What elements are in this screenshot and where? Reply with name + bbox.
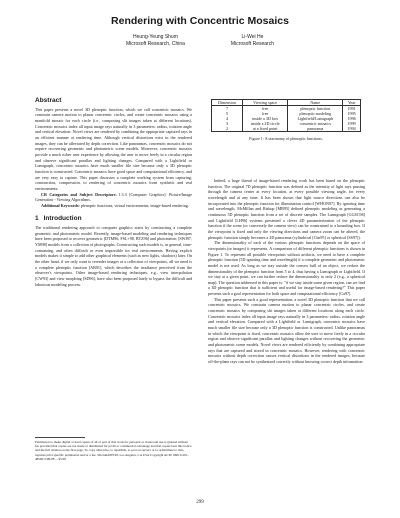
author-2 xyxy=(231,34,274,48)
figure-caption: Figure 1: A taxonomy of plenoptic functions. xyxy=(249,136,323,141)
kw-label: Additional Keywords: xyxy=(41,202,80,208)
author-block xyxy=(0,34,400,48)
footnote-divider xyxy=(35,437,85,438)
table-cell: free xyxy=(242,111,287,116)
table-cell: concentric mosaics xyxy=(288,121,343,126)
copyright-footnote: Permission to make digital or hard copies of all or part of this work for personal or classroom use is granted without fee provided that copies are not made or distributed for profit or commercial advantage and that copies bear this notice and the full citation on the first page. To copy otherwise, to republish, to post on servers or to redistribute to lists, requires prior specific permission and/or a fee. SIGGRAPH 99, Los Angeles, CA USA Copyright ACM 1999 0-201-48560-5/99/08 ... $5.00 xyxy=(35,440,192,461)
table-cell: panorama xyxy=(288,126,343,132)
keywords xyxy=(35,203,192,209)
table-cell: inside a 2D circle xyxy=(242,121,287,126)
header-viewing-space: Viewing space xyxy=(242,100,287,106)
abstract-text: This paper presents a novel 3D plenoptic function, which we call concentric mosaics. We constrain camera motion to planar concentric circles, and create concentric mosaics using a manifold mosaic for each circle (i.e., composing slit images taken at different locations). Concentric mosaics index all input image rays naturally in 3 parameters: radius, rotation angle and vertical elevation. Novel views are rendered by combining the appropriate captured rays in an efficient manner at rendering time. Although vertical distortions exist in the rendered images, they can be alleviated by depth correction. Like panoramas, concentric mosaics do not require recovering geometric and photometric scene models. Moreover, concentric mosaics provide a much richer user experience by allowing the user to move freely in a circular region and observe significant parallax and lighting changes. Compared with a Lightfield or Lumigraph, concentric mosaics have much smaller file size because only a 3D plenoptic function is constructed. Concentric mosaics have good space and computational efficiency, and are very easy to capture. This paper discusses a complete working system from capturing, construction, compression, to rendering of concentric mosaics from synthetic and real environments. xyxy=(35,106,192,191)
page-number: 299 xyxy=(196,500,204,505)
table-cell: 4 xyxy=(212,116,243,121)
paper-title: Rendering with Concentric Mosaics xyxy=(111,15,289,27)
table-cell: plenoptic function xyxy=(288,106,343,112)
table-cell: 7 xyxy=(212,106,243,112)
table-cell: 1996 xyxy=(343,116,361,121)
table-cell: free xyxy=(242,106,287,112)
right-column xyxy=(208,178,365,365)
author-name: Li-Wei He xyxy=(241,34,264,40)
header-dimension: Dimension xyxy=(212,100,243,106)
table-cell: 1999 xyxy=(343,121,361,126)
author-1 xyxy=(126,34,185,48)
body-paragraph: Indeed, a large thread of image-based rendering work has been based on the plenoptic function. The original 7D plenoptic function was defined as the intensity of light rays passing through the camera center at every location, at every possible viewing angle, for every wavelength and at any time. It has been shown that light source directions can also be incorporated into the plenoptic function for illumination control [WHON97]. By ignoring time and wavelength, McMillan and Bishop [MB95] defined plenoptic modeling as generating a continuous 5D plenoptic function from a set of discrete samples. The Lumigraph [GGSC96] and Lightfield [LH96] systems presented a clever 4D parameterization of the plenoptic function if the scene (or conversely the camera view) can be constrained to a bounding box. If the viewpoint is fixed and only the viewing directions and camera zoom can be altered, the plenoptic function simply becomes a 2D panorama (cylindrical [Che95] or spherical [SS97]). xyxy=(208,178,365,240)
table-cell: 5 xyxy=(212,111,243,116)
intro-text: The traditional rendering approach to computer graphics starts by constructing a complete geometric and photometric model. Recently, image-based modeling and rendering techniques have been proposed to recover geometric [DTM96, FSL+98, BTZ96] and photometric [SWI97, YM98] models from a collection of photographs. Constructing such models is, in general, time-consuming, and often difficult or even impossible for real environments. Having explicit models makes it simple to add other graphical elements (such as new lights, shadows) later. On the other hand, if we only want to rerender images at a collection of viewpoints, all we need is a complete plenoptic function [AB91], which describes the irradiance perceived from the observer's viewpoints. Other image-based rendering techniques, e.g., view interpolation [CW93] and view morphing [SD96], have also been proposed lately to bypass the difficult and laborious modeling process. xyxy=(35,225,192,287)
table-cell: 1995 xyxy=(343,111,361,116)
body-paragraph: The dimensionality of each of the various plenoptic functions depends on the space of viewpoints (or images) it represents. A comparison of different plenoptic functions is shown in Figure 1. To represent all possible viewpoints without artifacts, we need to have a complete plenoptic function (5D ignoring time and wavelength) if a complete geometric and photometric model is not used. As long as we stay outside the convex hull of an object, we reduce the dimensionality of the plenoptic function from 5 to 4, thus having a Lumigraph or Lightfield. If we stay at a given point, we can further reduce the dimensionality to only 2 (e.g., a spherical map). The question addressed in this paper is: "if we stay inside some given region, can we find a 3D plenoptic function that is sufficient and useful for image-based rendering?" This paper presents such a goal representation for both space and computational efficiency [Ca97]. xyxy=(208,240,365,297)
header-year: Year xyxy=(343,100,361,106)
author-affiliation: Microsoft Research xyxy=(230,40,274,47)
table-cell: 3 xyxy=(212,121,243,126)
kw-text: plenoptic functions, virtual environments, image-based rendering. xyxy=(80,202,189,208)
author-name: Heung-Yeung Shum xyxy=(133,34,178,40)
cr-label: CR Categories and Subject Descriptors: xyxy=(41,191,117,197)
cr-text: I.3.3 [Computer Graphics]: Picture/Image Generation - Viewing Algorithms. xyxy=(35,191,192,203)
table-cell: inside a 3D box xyxy=(242,116,287,121)
taxonomy-table xyxy=(211,99,361,132)
table-row xyxy=(212,126,361,132)
table-cell: plenoptic modeling xyxy=(288,111,343,116)
table-cell: at a fixed point xyxy=(242,126,287,132)
author-affiliation: Microsoft Research, China xyxy=(126,40,185,47)
intro-title: Introduction xyxy=(43,215,82,223)
cr-categories xyxy=(35,192,192,203)
header-name: Name xyxy=(288,100,343,106)
intro-number: 1 xyxy=(35,215,39,223)
table-cell: Lightfield/Lumigraph xyxy=(288,116,343,121)
table-cell: 2 xyxy=(212,126,243,132)
table-cell: 1991 xyxy=(343,106,361,112)
left-column xyxy=(35,98,192,287)
table-cell: 1994 xyxy=(343,126,361,132)
abstract-heading: Abstract xyxy=(35,97,62,104)
taxonomy-figure xyxy=(211,99,361,141)
intro-heading xyxy=(35,216,192,222)
body-paragraph: This paper presents such a good representation, a novel 3D plenoptic function that we call concentric mosaics. We constrain camera motion to planar concentric circles, and create concentric mosaics by composing slit images taken at different locations along each circle. Concentric mosaics index all input image rays naturally in 3 parameters: radius, rotation angle and vertical elevation. Compared with a Lightfield or Lumigraph, concentric mosaics have much smaller file size because only a 3D plenoptic function is constructed. Unlike panoramas in which the viewpoint is fixed, concentric mosaics allow the user to move freely in a circular region and observe significant parallax and lighting changes without recovering the geometric and photometric scene models. Novel views are rendered efficiently by combining appropriate rays that are captured and stored in concentric mosaics. However, rendering with concentric mosaics without depth correction causes vertical distortions in the rendered images, because off-the-plane rays can not be synthesized correctly without knowing correct depth information. xyxy=(208,296,365,364)
